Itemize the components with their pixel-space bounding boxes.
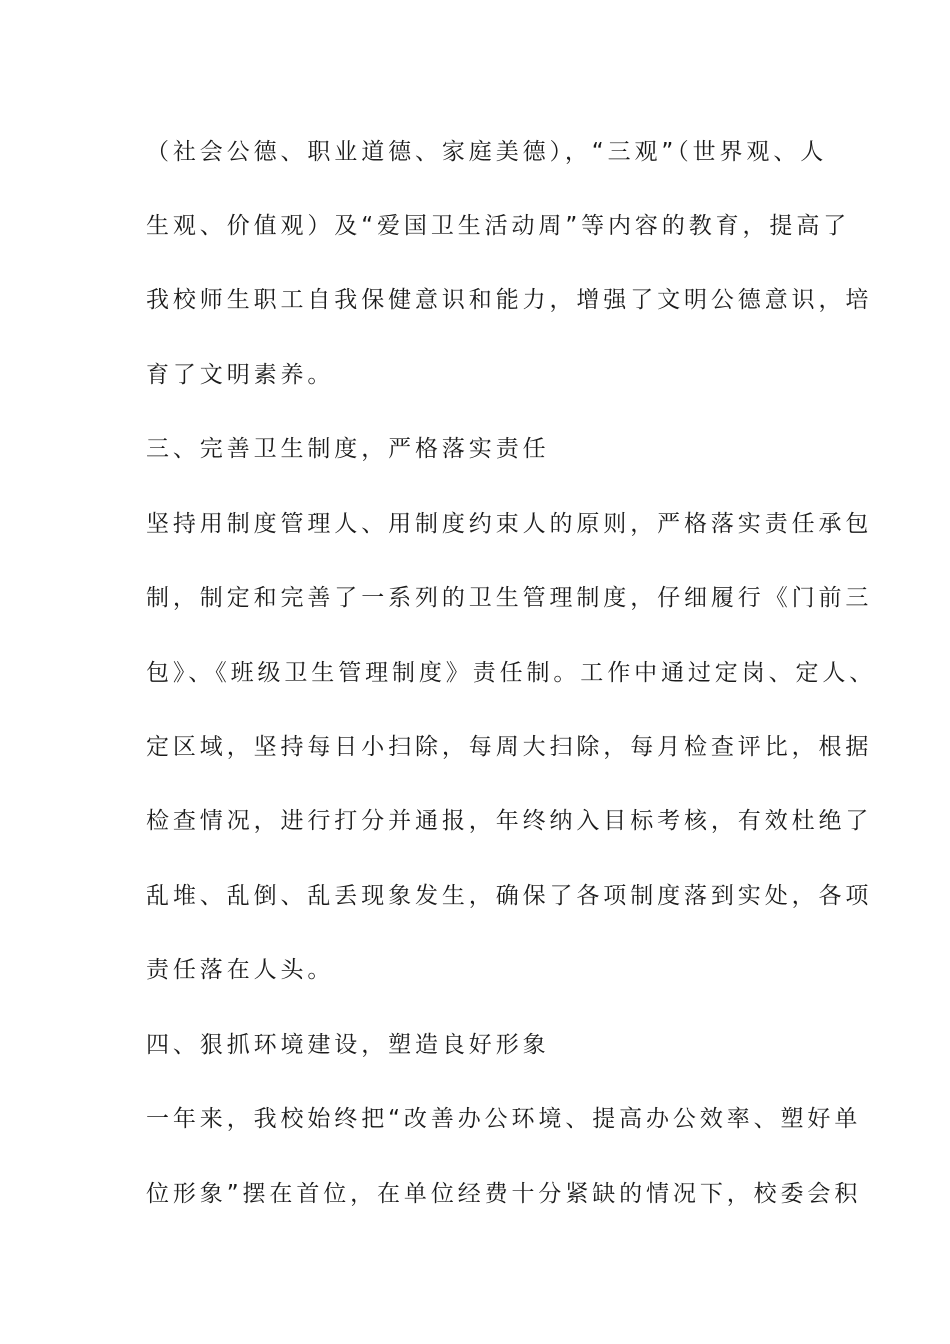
text-line: 生观、价值观）及“爱国卫生活动周”等内容的教育，提高了: [146, 213, 851, 239]
text-line: 制，制定和完善了一系列的卫生管理制度，仔细履行《门前三: [146, 585, 873, 611]
text-line: 定区域，坚持每日小扫除，每周大扫除，每月检查评比，根据: [146, 734, 873, 760]
section-heading: 三、完善卫生制度，严格落实责任: [146, 436, 550, 462]
text-line: 检查情况，进行打分并通报，年终纳入目标考核，有效杜绝了: [146, 808, 873, 834]
text-line: 包》、《班级卫生管理制度》责任制。工作中通过定岗、定人、: [146, 660, 877, 686]
text-line: 责任落在人头。: [146, 957, 335, 983]
text-line: 乱堆、乱倒、乱丢现象发生，确保了各项制度落到实处，各项: [146, 883, 873, 909]
section-heading: 四、狠抓环境建设，塑造良好形象: [146, 1032, 550, 1058]
text-line: （社会公德、职业道德、家庭美德），“三观”（世界观、人: [146, 139, 828, 165]
text-line: 位形象”摆在首位，在单位经费十分紧缺的情况下，校委会积: [146, 1181, 862, 1207]
text-line: 育了文明素养。: [146, 362, 335, 388]
text-line: 一年来，我校始终把“改善办公环境、提高办公效率、塑好单: [146, 1106, 862, 1132]
text-line: 我校师生职工自我保健意识和能力，增强了文明公德意识，培: [146, 287, 873, 313]
text-line: 坚持用制度管理人、用制度约束人的原则，严格落实责任承包: [146, 511, 873, 537]
